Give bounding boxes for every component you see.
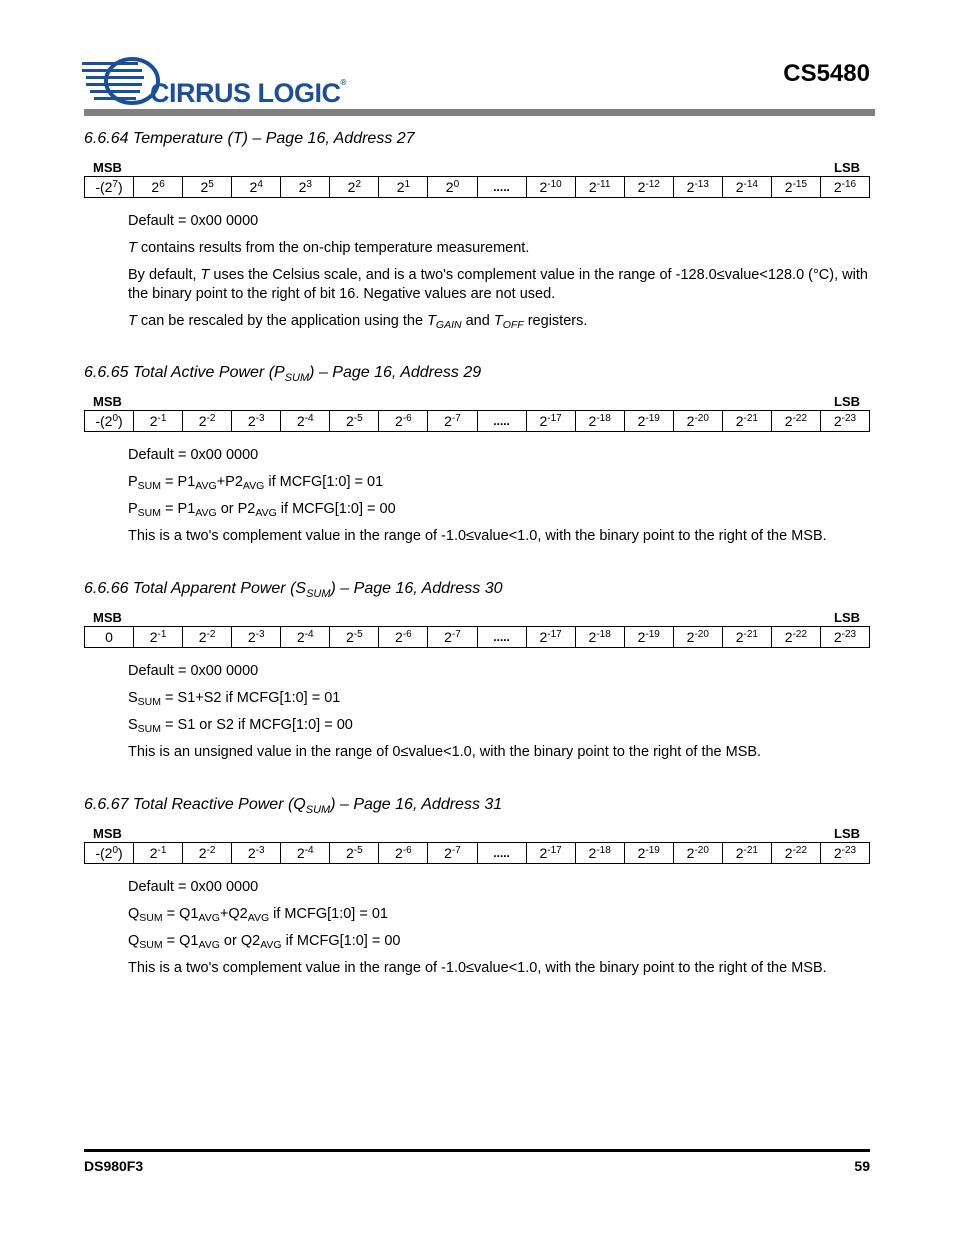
section-title: 6.6.64 Temperature (T) – Page 16, Address 27 [84, 130, 415, 147]
section-title: 6.6.66 Total Apparent Power $(S_{SUM})$ – Page 16, Address 30 [84, 580, 503, 601]
bit-cell: $2^{-17}$ [526, 411, 575, 432]
bit-cell: $2^{-5}$ [330, 843, 379, 864]
lsb-label: LSB [834, 394, 860, 409]
bit-cell: $2^{-14}$ [722, 177, 771, 198]
bit-cell: $2^{-16}$ [820, 177, 869, 198]
bit-cell: $2^{-22}$ [771, 411, 820, 432]
lsb-label: LSB [834, 826, 860, 841]
equation-text: $S_{SUM} = S1$ or S2 if MCFG[1:0] = 00 [128, 717, 353, 735]
bit-cell: $2^{-23}$ [820, 411, 869, 432]
bit-cell: $2^{-19}$ [624, 627, 673, 648]
bit-cell: $2^{-2}$ [183, 411, 232, 432]
bit-cell: ..... [477, 627, 526, 648]
bit-cell: $2^0$ [428, 177, 477, 198]
bit-cell: $2^5$ [183, 177, 232, 198]
bit-cell: $2^{-23}$ [820, 843, 869, 864]
bit-cell: $2^{-15}$ [771, 177, 820, 198]
bit-cell: $2^{-22}$ [771, 627, 820, 648]
bit-cell: ..... [477, 843, 526, 864]
equation-text: $S_{SUM} = S1+S2$ if MCFG[1:0] = 01 [128, 690, 341, 708]
msb-label: MSB [93, 394, 122, 409]
bit-cell: $2^{-4}$ [281, 627, 330, 648]
bit-table [84, 626, 870, 648]
logo-wordmark: CIRRUS LOGIC® [150, 78, 346, 108]
bit-cell: $2^{-18}$ [575, 627, 624, 648]
bit-cell: $2^{-7}$ [428, 627, 477, 648]
bit-cell: $2^{-5}$ [330, 627, 379, 648]
bit-table [84, 176, 870, 198]
bit-cell: $2^4$ [232, 177, 281, 198]
bit-cell: $2^{-17}$ [526, 627, 575, 648]
description-text: By default, T uses the Celsius scale, and is a two's complement value in the range of -128.0≤value<128.0 (°C), with the binary point to the right of bit 16. Negative values are not used. [128, 267, 868, 302]
bit-table [84, 842, 870, 864]
bit-cell: ..... [477, 177, 526, 198]
lsb-label: LSB [834, 160, 860, 175]
equation-text: $Q_{SUM} = Q1_{AVG}$ or $Q2_{AVG}$ if MCFG[1:0] = 00 [128, 933, 401, 951]
bit-cell: $2^{-23}$ [820, 627, 869, 648]
bit-cell: $2^{-21}$ [722, 411, 771, 432]
product-name: CS5480 [783, 60, 870, 87]
msb-lsb-labels [84, 160, 870, 176]
bit-cell: $2^1$ [379, 177, 428, 198]
description-text: T can be rescaled by the application using the $T_{GAIN}$ and $T_{OFF}$ registers. [128, 313, 588, 331]
bit-cell: $2^6$ [134, 177, 183, 198]
lsb-label: LSB [834, 610, 860, 625]
bit-cell: $2^{-11}$ [575, 177, 624, 198]
bit-cell: $2^{-3}$ [232, 627, 281, 648]
msb-lsb-labels [84, 610, 870, 626]
bit-cell: $2^{-18}$ [575, 411, 624, 432]
section-total-active-power [84, 364, 870, 546]
bit-cell: $2^{-13}$ [673, 177, 722, 198]
bit-cell: $2^{-2}$ [183, 627, 232, 648]
default-value: Default = 0x00 0000 [128, 663, 259, 679]
bit-cell: $2^{-21}$ [722, 627, 771, 648]
bit-cell: $2^{-3}$ [232, 843, 281, 864]
bit-cell: $2^{-1}$ [134, 843, 183, 864]
bit-cell: $2^{-5}$ [330, 411, 379, 432]
bit-cell: $2^{-6}$ [379, 627, 428, 648]
description-text: This is an unsigned value in the range of 0≤value<1.0, with the binary point to the right of the MSB. [128, 744, 762, 760]
bit-cell: $2^{-20}$ [673, 627, 722, 648]
bit-cell: $-(2^0)$ [85, 411, 134, 432]
default-value: Default = 0x00 0000 [128, 213, 259, 229]
section-total-reactive-power [84, 796, 870, 978]
header-rule [84, 109, 875, 116]
section-title: 6.6.65 Total Active Power $(P_{SUM})$ – Page 16, Address 29 [84, 364, 482, 385]
msb-label: MSB [93, 610, 122, 625]
document-id: DS980F3 [84, 1158, 144, 1174]
bit-cell: $2^{-7}$ [428, 843, 477, 864]
bit-cell: $2^2$ [330, 177, 379, 198]
footer-rule [84, 1149, 870, 1152]
bit-cell: $2^{-10}$ [526, 177, 575, 198]
bit-cell: ..... [477, 411, 526, 432]
bit-cell: $2^{-6}$ [379, 843, 428, 864]
bit-cell: $-(2^0)$ [85, 843, 134, 864]
bit-cell: $2^3$ [281, 177, 330, 198]
bit-cell: $2^{-3}$ [232, 411, 281, 432]
bit-table [84, 410, 870, 432]
bit-cell: $2^{-19}$ [624, 411, 673, 432]
description-text: T contains results from the on-chip temperature measurement. [128, 240, 530, 256]
page-number: 59 [854, 1158, 870, 1174]
bit-cell: $2^{-7}$ [428, 411, 477, 432]
bit-cell: $2^{-18}$ [575, 843, 624, 864]
bit-cell: $2^{-19}$ [624, 843, 673, 864]
section-temperature [84, 130, 870, 331]
msb-lsb-labels [84, 394, 870, 410]
bit-cell: $2^{-1}$ [134, 627, 183, 648]
equation-text: $P_{SUM} = P1_{AVG}+P2_{AVG}$ if MCFG[1:0] = 01 [128, 474, 384, 492]
bit-cell: $2^{-21}$ [722, 843, 771, 864]
equation-text: $Q_{SUM} = Q1_{AVG}+Q2_{AVG}$ if MCFG[1:0] = 01 [128, 906, 388, 924]
msb-label: MSB [93, 160, 122, 175]
bit-cell: 0 [85, 627, 134, 648]
bit-cell: $2^{-4}$ [281, 843, 330, 864]
section-title: 6.6.67 Total Reactive Power $(Q_{SUM})$ – Page 16, Address 31 [84, 796, 503, 817]
bit-cell: $-(2^7)$ [85, 177, 134, 198]
equation-text: $P_{SUM} = P1_{AVG}$ or $P2_{AVG}$ if MCFG[1:0] = 00 [128, 501, 396, 519]
description-text: This is a two's complement value in the range of -1.0≤value<1.0, with the binary point to the right of the MSB. [128, 528, 827, 544]
bit-cell: $2^{-6}$ [379, 411, 428, 432]
bit-cell: $2^{-1}$ [134, 411, 183, 432]
default-value: Default = 0x00 0000 [128, 447, 259, 463]
bit-cell: $2^{-2}$ [183, 843, 232, 864]
msb-lsb-labels [84, 826, 870, 842]
bit-cell: $2^{-12}$ [624, 177, 673, 198]
bit-cell: $2^{-4}$ [281, 411, 330, 432]
default-value: Default = 0x00 0000 [128, 879, 259, 895]
bit-cell: $2^{-20}$ [673, 411, 722, 432]
section-total-apparent-power [84, 580, 870, 762]
description-text: This is a two's complement value in the range of -1.0≤value<1.0, with the binary point to the right of the MSB. [128, 960, 827, 976]
bit-cell: $2^{-17}$ [526, 843, 575, 864]
msb-label: MSB [93, 826, 122, 841]
bit-cell: $2^{-22}$ [771, 843, 820, 864]
bit-cell: $2^{-20}$ [673, 843, 722, 864]
